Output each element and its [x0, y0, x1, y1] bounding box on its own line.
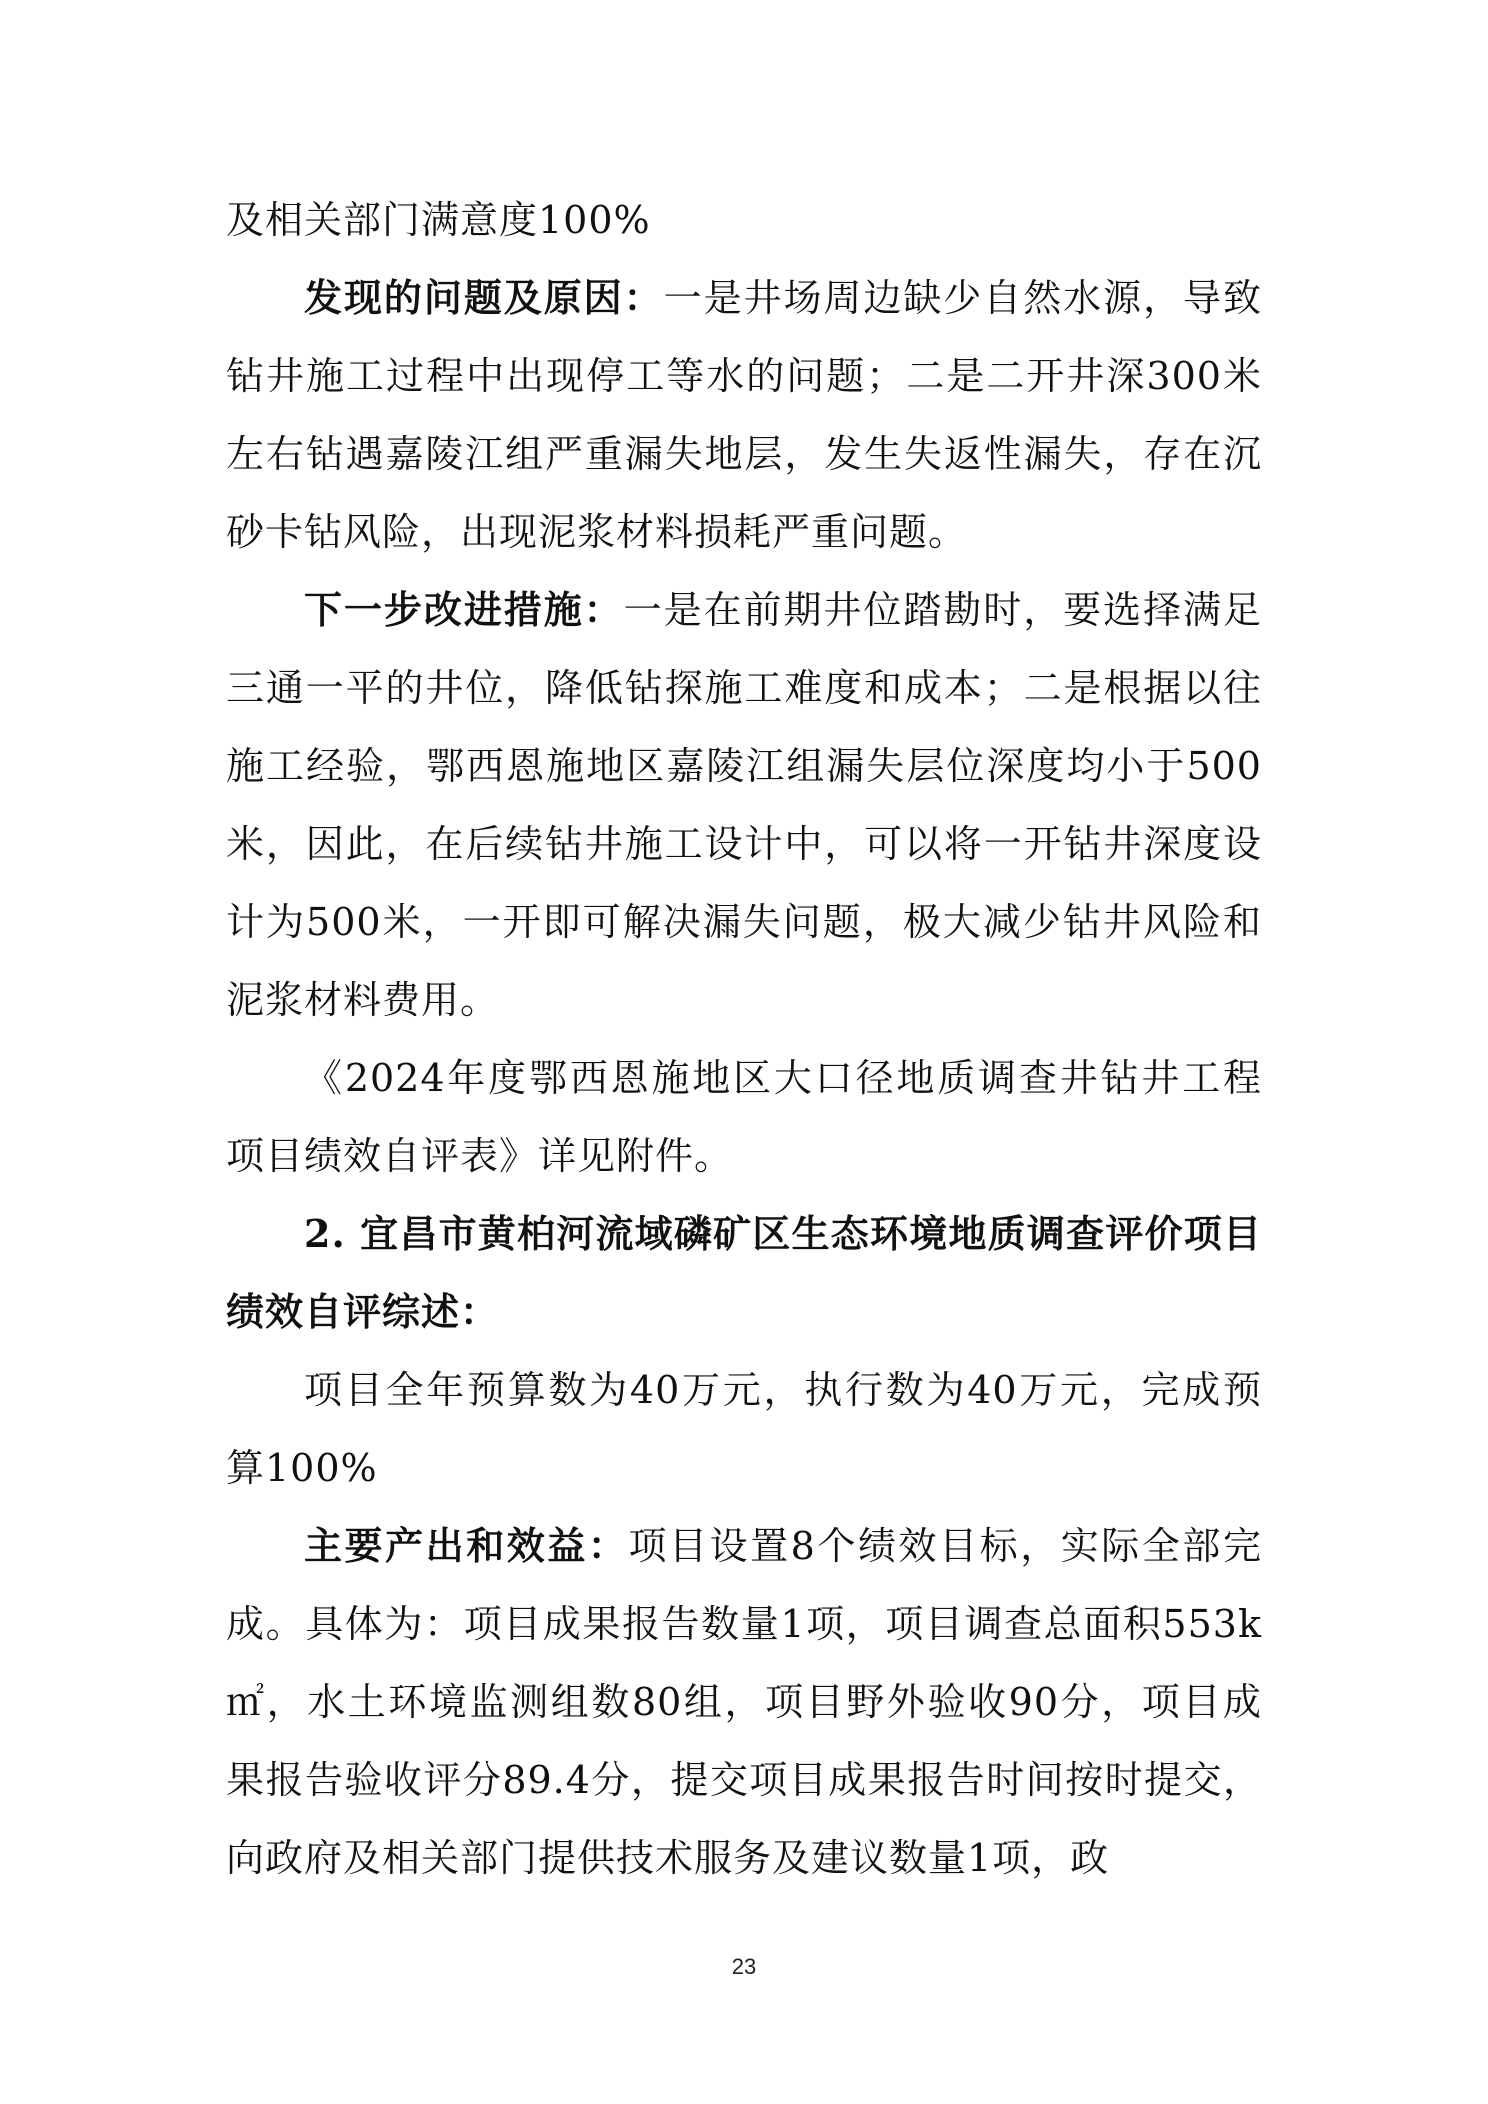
paragraph-2: [226, 259, 1262, 571]
paragraph-1: 及相关部门满意度100%: [226, 198, 651, 242]
body-text: [226, 181, 1262, 1897]
paragraph-3-text: 一是在前期井位踏勘时，要选择满足三通一平的井位，降低钻探施工难度和成本；二是根据以往施工经验，鄂西恩施地区嘉陵江组漏失层位深度均小于500米，因此，在后续钻井施工设计中，可以将一开钻井深度设计为500米，一开即可解决漏失问题，极大减少钻井风险和泥浆材料费用。: [226, 588, 1262, 1022]
paragraph-7-text: 项目设置8个绩效目标，实际全部完成。具体为：项目成果报告数量1项，项目调查总面积553k㎡，水土环境监测组数80组，项目野外验收90分，项目成果报告验收评分89.4分，提交项目成果报告时间按时提交，向政府及相关部门提供技术服务及建议数量1项，政: [226, 1524, 1262, 1880]
paragraph-4: 《2024年度鄂西恩施地区大口径地质调查井钻井工程项目绩效自评表》详见附件。: [226, 1056, 1262, 1178]
paragraph-7: [226, 1507, 1262, 1897]
section-heading: 2. 宜昌市黄柏河流域磷矿区生态环境地质调查评价项目绩效自评综述：: [226, 1211, 1262, 1334]
paragraph-7-lead: 主要产出和效益：: [304, 1523, 629, 1568]
page-number: 23: [731, 1954, 757, 1979]
paragraph-3-lead: 下一步改进措施：: [304, 587, 624, 632]
paragraph-2-text: 一是井场周边缺少自然水源，导致钻井施工过程中出现停工等水的问题；二是二开井深300米左右钻遇嘉陵江组严重漏失地层，发生失返性漏失，存在沉砂卡钻风险，出现泥浆材料损耗严重问题。: [226, 276, 1262, 554]
paragraph-6: 项目全年预算数为40万元，执行数为40万元，完成预算100%: [226, 1368, 1262, 1490]
paragraph-2-lead: 发现的问题及原因：: [304, 275, 664, 320]
paragraph-3: [226, 571, 1262, 1039]
